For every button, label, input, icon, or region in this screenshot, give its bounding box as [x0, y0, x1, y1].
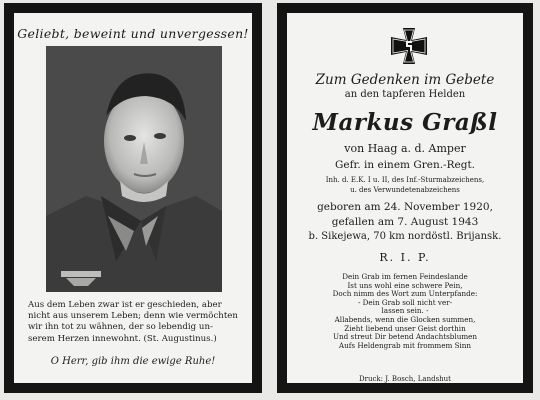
- poem-line: Doch nimm des Wort zum Unterpfande:: [332, 289, 478, 299]
- birth-date-text: geboren am 24. November 1920,: [317, 201, 493, 213]
- death-place-text: b. Sikejewa, 70 km nordöstl. Brijansk.: [308, 231, 502, 242]
- poem-line: Dein Grab im fernen Feindeslande: [342, 272, 468, 281]
- card-left-inner: [14, 13, 252, 383]
- prayer-text: O Herr, gib ihm die ewige Ruhe!: [50, 356, 216, 367]
- quote-line: nicht aus unserem Leben; denn wie vermöchten: [28, 311, 238, 322]
- quote-line: serem Herzen innewohnt. (St. Augustinus.): [28, 333, 217, 344]
- portrait-photo-icon: [46, 46, 222, 292]
- memorial-card-right: [277, 3, 533, 393]
- awards-line: u. des Verwundetenabzeichens: [350, 186, 460, 194]
- origin-text: von Haag a. d. Amper: [344, 142, 466, 155]
- rip-text: R. I. P.: [379, 251, 431, 264]
- poem-line: Zieht liebend unser Geist dorthin: [344, 323, 466, 333]
- poem-line: Aufs Heldengrab mit frommem Sinn: [338, 340, 472, 350]
- printer-credit: Druck: J. Bosch, Landshut: [359, 375, 451, 383]
- gedenken-heading: Zum Gedenken im Gebete: [315, 72, 495, 88]
- rank-text: Gefr. in einem Gren.-Regt.: [335, 159, 475, 171]
- helden-subheading: an den tapferen Helden: [344, 89, 466, 100]
- poem-line: - Dein Grab soll nicht ver-: [357, 297, 453, 307]
- death-date-text: gefallen am 7. August 1943: [331, 216, 479, 228]
- memorial-poem: [287, 273, 523, 350]
- portrait-photo: [46, 46, 222, 292]
- quote-line: wir ihn tot zu wähnen, der so lebendig un-: [28, 322, 213, 333]
- awards-line: Inh. d. E.K. I u. II, des Inf.-Sturmabzeichens,: [325, 176, 485, 184]
- memorial-card-left: [4, 3, 262, 393]
- iron-cross-icon: [391, 28, 427, 64]
- motto-text: Geliebt, beweint und unvergessen!: [17, 26, 249, 41]
- fallen-soldier-name: Markus Graßl: [312, 109, 498, 136]
- augustinus-quote: [28, 300, 238, 345]
- poem-line: Ist uns wohl eine schwere Pein,: [347, 280, 463, 290]
- quote-line: Aus dem Leben zwar ist er geschieden, aber: [28, 300, 222, 310]
- card-right-inner: [287, 13, 523, 383]
- poem-line: Allabends, wenn die Glocken summen,: [334, 314, 476, 324]
- poem-line: lassen sein. -: [381, 306, 429, 316]
- poem-line: Und streut Dir betend Andachtsblumen: [332, 332, 478, 342]
